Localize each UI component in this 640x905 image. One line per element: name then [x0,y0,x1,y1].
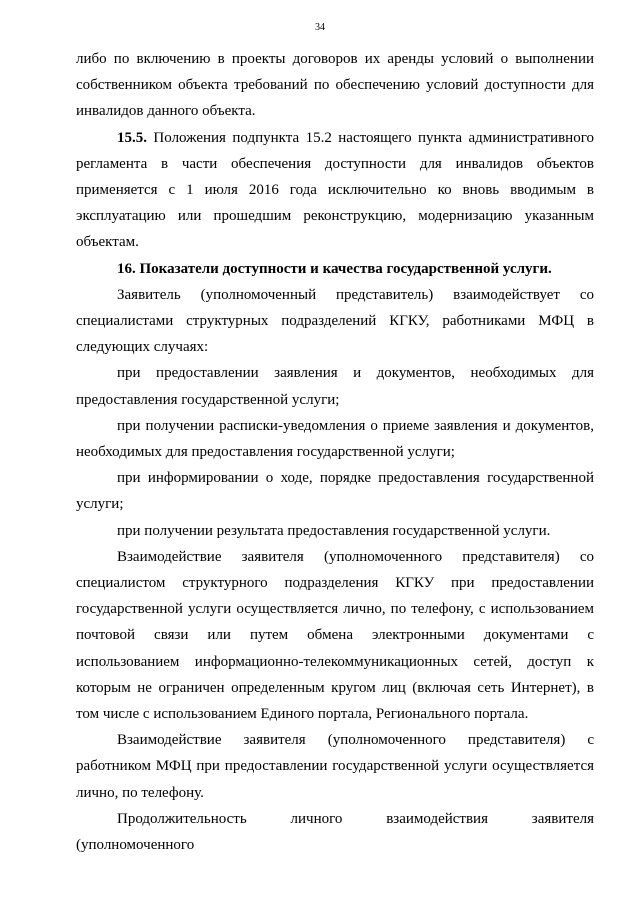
page-number: 34 [315,22,325,33]
paragraph-continuation: либо по включению в проекты договоров их аренды условий о выполнении собственником объекта требований по обеспечению условий доступности для инвалидов данного объекта. [76,51,594,120]
list-item-application: при предоставлении заявления и документов, необходимых для предоставления государственной услуги; [76,365,594,408]
paragraph-duration: Продолжительность личного взаимодействия заявителя (уполномоченного [76,810,594,854]
paragraph-mfc-interaction: Взаимодействие заявителя (уполномоченного представителя) с работником МФЦ при предоставлении государственной услуги осуществляется лично, по телефону. [76,732,594,801]
paragraph-interaction-cases: Заявитель (уполномоченный представитель) взаимодействует со специалистами структурных подразделений КГКУ, работниками МФЦ в следующих случаях: [76,286,594,356]
list-item-result: при получении результата предоставления государственной услуги. [117,522,551,539]
clause-text: Положения подпункта 15.2 настоящего пункта административного регламента в части обеспечения доступности для инвалидов объектов применяется с 1 июля 2016 года исключительно ко вновь вводимым в эксплуатацию или прошедшим реконструкцию, модернизацию указанным объектам. [76,129,594,251]
clause-number: 15.5. [117,129,147,146]
document-body [76,46,594,858]
section-heading: 16. Показатели доступности и качества государственной услуги. [117,260,552,277]
list-item-receipt: при получении расписки-уведомления о приеме заявления и документов, необходимых для предоставления государственной услуги; [76,417,594,461]
paragraph-kgku-interaction: Взаимодействие заявителя (уполномоченного представителя) со специалистом структурного подразделения КГКУ при предоставлении государственной услуги осуществляется лично, по телефону, с использованием почтовой связи или путем обмена электронными документами с использованием информационно-телекоммуникационных сетей, доступ к которым не ограничен определенным кругом лиц (включая сеть Интернет), в том числе с использованием Единого портала, Регионального портала. [76,548,594,723]
paragraph-15-5 [76,125,594,256]
list-item-informing: при информировании о ходе, порядке предоставления государственной услуги; [76,470,594,513]
